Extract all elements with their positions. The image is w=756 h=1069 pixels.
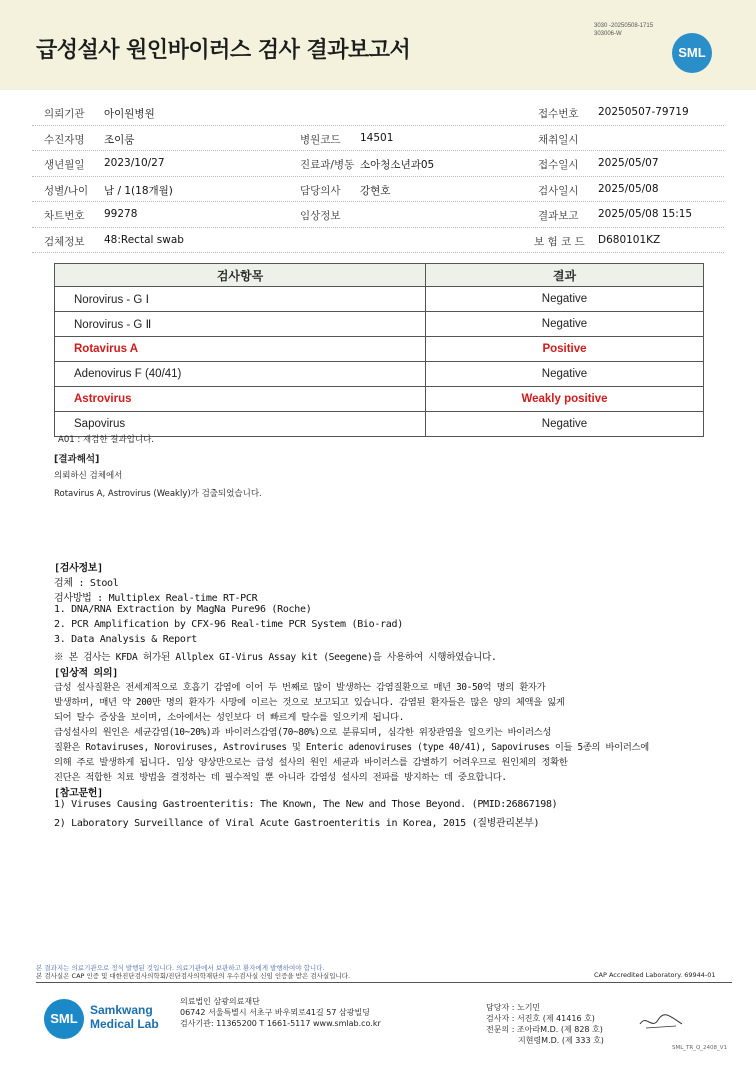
label-clinical-info: 임상정보: [300, 210, 341, 222]
test-result: Negative: [426, 362, 704, 387]
reference-line: 1) Viruses Causing Gastroenteritis: The Known, The New and Those Beyond. (PMID:26867198): [54, 799, 558, 810]
label-hospital-code: 병원코드: [300, 133, 341, 146]
footer-certification: 본 검사실은 CAP 인증 및 대한진단검사의학회/진단검사의학재단의 우수검사실 신임 인증을 받은 검사실입니다.: [36, 972, 351, 980]
method-line: 1. DNA/RNA Extraction by MagNa Pure96 (Roche): [54, 604, 312, 615]
signature-icon: [636, 1010, 686, 1034]
label-sex-age: 성별/나이: [44, 184, 89, 197]
clinical-heading: [임상적 의의]: [54, 668, 118, 679]
cap-accreditation: CAP Accredited Laboratory. 69944-01: [594, 971, 716, 979]
patient-info: [32, 100, 724, 253]
label-collection-time: 채취일시: [538, 133, 579, 146]
reference-line: 2) Laboratory Surveillance of Viral Acute Gastroenteritis in Korea, 2015 (질병관리본부): [54, 818, 540, 829]
interpretation-heading: [결과해석]: [54, 454, 100, 465]
info-row: [32, 151, 724, 177]
label-birthdate: 생년월일: [44, 159, 85, 171]
column-result: 결과: [426, 264, 704, 287]
signer-line: 지현령M.D. (제 333 호): [518, 1036, 604, 1045]
sml-logo-icon: SML: [672, 33, 712, 73]
label-specimen: 검체정보: [44, 235, 85, 248]
results-header-row: [55, 264, 704, 287]
test-result: Weakly positive: [426, 387, 704, 412]
method-line: 검체 : Stool: [54, 578, 119, 589]
company-name: [90, 1003, 159, 1031]
org-address: 06742 서울특별시 서초구 바우뫼로41길 57 삼광빌딩: [180, 1008, 370, 1017]
interpretation-line: Rotavirus A, Astrovirus (Weakly)가 검출되었습니다.: [54, 489, 262, 499]
info-row: [32, 177, 724, 203]
method-line: 검사방법 : Multiplex Real-time RT-PCR: [54, 593, 258, 604]
info-row: [32, 202, 724, 228]
test-name: Norovirus - G Ⅰ: [55, 287, 426, 312]
results-table: [54, 263, 704, 437]
table-row: [55, 362, 704, 387]
footer-notice: 본 결과지는 의료기관으로 정식 발행된 것입니다. 의료기관에서 보관하고 환자에게 발행하여야 합니다.: [36, 964, 325, 972]
test-result: Negative: [426, 312, 704, 337]
value-department: 소아청소년과05: [360, 159, 435, 171]
clinical-line: 되어 탈수 증상을 보이며, 소아에서는 성인보다 더 빠르게 탈수를 일으키게 됩니다.: [54, 712, 405, 723]
info-row: [32, 100, 724, 126]
test-name: Rotavirus A: [55, 337, 426, 362]
clinical-line: 의해 주로 발생하게 됩니다. 임상 양상만으로는 급성 설사의 원인 세균과 바이러스를 감별하기 어려우므로 원인체의 정확한: [54, 757, 568, 768]
clinical-line: 발생하며, 매년 약 200만 명의 환자가 사망에 이르는 것으로 보고되고 있습니다. 감염된 환자들은 많은 양의 체액을 잃게: [54, 697, 565, 708]
test-result: Negative: [426, 287, 704, 312]
signer-line: 검사자 : 서진호 (제 41416 호): [486, 1014, 595, 1023]
value-chart-number: 99278: [104, 208, 138, 220]
value-doctor: 강현호: [360, 184, 391, 197]
clinical-line: 진단은 적합한 치료 방법을 결정하는 데 필수적일 뿐 아니라 감염성 설사의 전파를 방지하는 데 중요합니다.: [54, 772, 507, 783]
company-name-line: Medical Lab: [90, 1017, 159, 1031]
table-row: [55, 387, 704, 412]
test-name: Adenovirus F (40/41): [55, 362, 426, 387]
clinical-line: 질환은 Rotaviruses, Noroviruses, Astroviruses 및 Enteric adenoviruses (type 40/41), Sapoviruses 이들 5종의 바이러스에: [54, 742, 649, 753]
info-row: [32, 228, 724, 254]
org-name: 의료법인 삼광의료재단: [180, 997, 260, 1006]
company-name-line: Samkwang: [90, 1003, 153, 1017]
table-row: [55, 287, 704, 312]
test-name: Astrovirus: [55, 387, 426, 412]
label-insurance-code: 보 험 코 드: [534, 235, 585, 248]
form-code: SML_TR_Q_2408_V1: [672, 1045, 728, 1051]
clinical-line: 급성설사의 원인은 세균감염(10~20%)과 바이러스감염(70~80%)으로 분류되며, 심각한 위장관염을 일으키는 바이러스성: [54, 727, 552, 738]
label-accession: 접수번호: [538, 108, 579, 120]
report-header: [0, 0, 756, 90]
value-insurance-code: D680101KZ: [598, 233, 661, 246]
info-row: [32, 126, 724, 152]
value-received-time: 2025/05/07: [598, 157, 659, 169]
test-result: Negative: [426, 412, 704, 437]
method-line: 3. Data Analysis & Report: [54, 634, 198, 645]
sml-footer-logo-icon: SML: [44, 999, 84, 1039]
value-hospital-code: 14501: [360, 131, 394, 144]
label-report-time: 결과보고: [538, 210, 579, 222]
label-received-time: 접수일시: [538, 159, 579, 171]
interpretation-line: 의뢰하신 검체에서: [54, 471, 123, 481]
value-patient-name: 조이룸: [104, 133, 135, 146]
label-patient-name: 수진자명: [44, 133, 85, 146]
test-result: Positive: [426, 337, 704, 362]
method-line: ※ 본 검사는 KFDA 허가된 Allplex GI-Virus Assay kit (Seegene)을 사용하여 시행하였습니다.: [54, 652, 497, 663]
retest-note: A01 : 재검한 결과입니다.: [58, 435, 154, 445]
value-hospital: 아이원병원: [104, 108, 155, 120]
value-report-time: 2025/05/08 15:15: [598, 208, 693, 220]
column-test-item: 검사항목: [55, 264, 426, 287]
label-chart-number: 차트번호: [44, 210, 85, 222]
signer-line: 전문의 : 조아라M.D. (제 828 호): [486, 1025, 603, 1034]
method-line: 2. PCR Amplification by CFX-96 Real-time PCR System (Bio-rad): [54, 619, 403, 630]
signer-line: 담당자 : 노기민: [486, 1003, 541, 1012]
report-code-2: 303006-W: [594, 31, 622, 37]
value-test-time: 2025/05/08: [598, 182, 659, 195]
references-heading: [참고문헌]: [54, 788, 103, 799]
value-sex-age: 남 / 1(18개월): [104, 184, 173, 197]
value-specimen: 48:Rectal swab: [104, 233, 184, 246]
report-title: 급성설사 원인바이러스 검사 결과보고서: [36, 38, 411, 63]
label-doctor: 담당의사: [300, 184, 341, 197]
table-row: [55, 312, 704, 337]
table-row: [55, 337, 704, 362]
method-heading: [검사정보]: [54, 563, 103, 574]
label-test-time: 검사일시: [538, 184, 579, 197]
label-department: 진료과/병동: [300, 159, 355, 171]
value-accession: 20250507-79719: [598, 106, 689, 118]
value-birthdate: 2023/10/27: [104, 157, 165, 169]
report-code-1: 3030 -20250508-1715: [594, 23, 654, 29]
footer-divider: [36, 982, 732, 983]
label-hospital: 의뢰기관: [44, 108, 85, 120]
clinical-line: 급성 설사질환은 전세계적으로 호흡기 감염에 이어 두 번째로 많이 발생하는 감염질환으로 매년 30-50억 명의 환자가: [54, 682, 546, 693]
test-name: Sapovirus: [55, 412, 426, 437]
test-name: Norovirus - G Ⅱ: [55, 312, 426, 337]
org-contact: 검사기관: 11365200 T 1661-5117 www.smlab.co.kr: [180, 1019, 381, 1028]
